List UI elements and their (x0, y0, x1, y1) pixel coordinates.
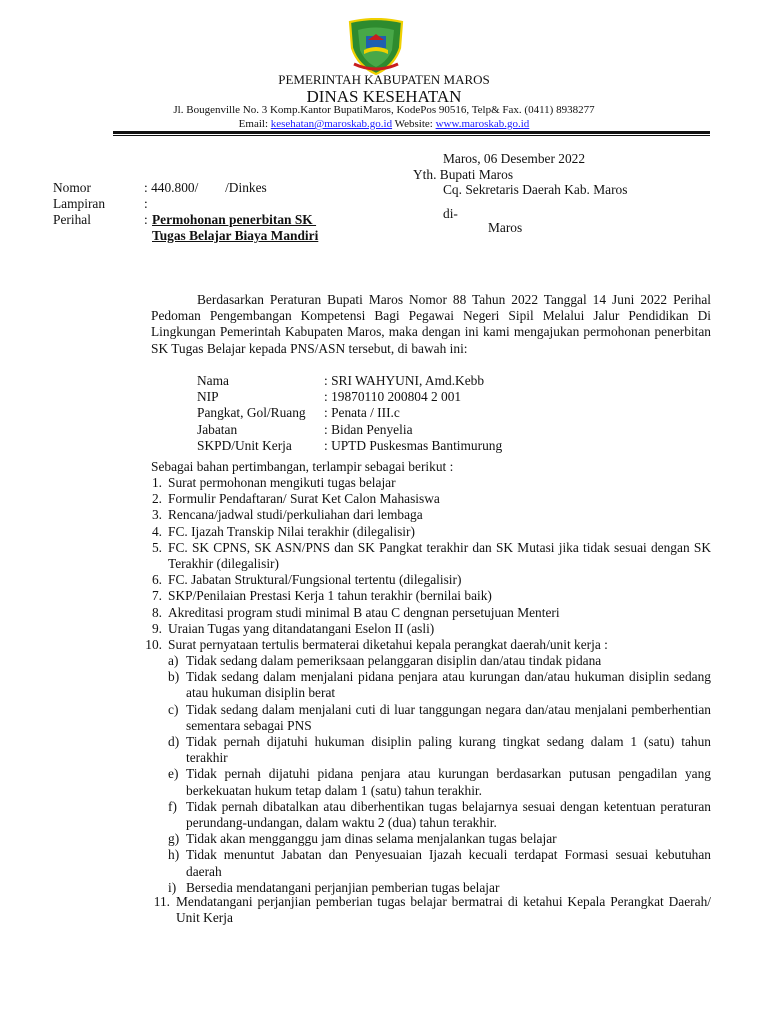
sub-list-item (168, 669, 711, 701)
recipient-city: Maros (488, 220, 523, 235)
item-number: 9. (151, 620, 162, 636)
sub-item-letter: a) (168, 653, 179, 668)
item-number: 4. (151, 523, 162, 539)
item-text: Rencana/jadwal studi/perkuliahan dari lembaga (168, 507, 423, 523)
place-date: Maros, 06 Desember 2022 (443, 151, 586, 166)
list-item (151, 475, 711, 491)
lampiran-value: : (144, 196, 148, 211)
employee-value: : UPTD Puskesmas Bantimurung (324, 437, 503, 453)
employee-row (197, 405, 717, 421)
letterhead-divider-thick (113, 131, 710, 134)
sub-list-item (168, 734, 711, 766)
employee-row (197, 373, 717, 389)
employee-label: SKPD/Unit Kerja (197, 437, 292, 453)
employee-value: : Penata / III.c (324, 405, 400, 421)
nomor-label: Nomor (53, 180, 91, 195)
item-text: Formulir Pendaftaran/ Surat Ket Calon Mahasiswa (168, 491, 440, 507)
sub-item-text: Tidak sedang dalam menjalani pidana penjara atau kurungan dan/atau hukuman disiplin sedang atau hukuman disiplin berat (186, 669, 711, 701)
employee-label: Nama (197, 373, 229, 388)
employee-value: : Bidan Penyelia (324, 421, 413, 437)
item-text: Uraian Tugas yang ditandatangani Eselon II (asli) (168, 620, 435, 636)
recipient-line-2: Cq. Sekretaris Daerah Kab. Maros (443, 182, 628, 197)
employee-row (197, 389, 717, 405)
item-text: Surat pernyataan tertulis bermaterai diketahui kepala perangkat daerah/unit kerja : (168, 637, 608, 653)
item-number: 6. (151, 572, 162, 588)
item-number: 11. (153, 894, 170, 909)
email-label: Email: (238, 118, 268, 130)
email-link[interactable]: kesehatan@maroskab.go.id (270, 118, 393, 130)
sub-item-text: Tidak sedang dalam menjalani cuti di luar tanggungan negara dan/atau menjalani pemberhentian sementara sebagai PNS (186, 701, 711, 733)
item-text: FC. SK CPNS, SK ASN/PNS dan SK Pangkat terakhir dan SK Mutasi jika tidak sesuai dengan SK Terakhir (dilegalisir) (168, 539, 711, 572)
sub-item-letter: b) (168, 669, 180, 685)
statement-sub-list (168, 653, 711, 896)
sub-list-item (168, 847, 711, 879)
sub-item-letter: i) (168, 879, 177, 895)
sub-item-letter: c) (168, 701, 179, 717)
employee-row (197, 438, 717, 454)
recipient-di: di- (443, 206, 458, 221)
item-number: 2. (151, 491, 162, 507)
employee-label: NIP (197, 389, 219, 405)
sub-item-text: Tidak sedang dalam pemeriksaan pelanggaran disiplin dan/atau tindak pidana (186, 653, 602, 668)
list-item (151, 588, 711, 604)
sub-list-item (168, 766, 711, 798)
item-number: 10. (145, 637, 162, 653)
item-number: 7. (151, 588, 162, 604)
government-name: PEMERINTAH KABUPATEN MAROS (278, 72, 490, 87)
nomor-value: : 440.800/ /Dinkes (144, 180, 267, 195)
sub-item-text: Tidak menuntut Jabatan dan Penyesuaian Ijazah kecuali terdapat Formasi sesuai kebutuhan daerah (186, 847, 711, 879)
list-item (151, 572, 711, 588)
sub-item-letter: d) (168, 734, 180, 750)
sub-item-letter: f) (168, 798, 177, 814)
item-text: FC. Jabatan Struktural/Fungsional tertentu (dilegalisir) (168, 572, 462, 588)
list-item (151, 539, 711, 572)
sub-item-text: Tidak pernah dibatalkan atau diberhentikan tugas belajarnya sesuai dengan ketentuan peraturan perundang-undangan, dalam waktu 2 (dua) tahun terakhir. (186, 798, 711, 831)
agency-address: Jl. Bougenville No. 3 Komp.Kantor BupatiMaros, KodePos 90516, Telp& Fax. (0411) 8938277 (173, 104, 595, 116)
list-item (151, 523, 711, 540)
list-item (151, 620, 711, 637)
employee-value: : SRI WAHYUNI, Amd.Kebb (324, 373, 485, 388)
item-text: SKP/Penilaian Prestasi Kerja 1 tahun terakhir (bernilai baik) (168, 588, 492, 604)
sub-item-letter: g) (168, 831, 180, 847)
item-number: 8. (151, 604, 162, 620)
item-text: Akreditasi program studi minimal B atau C dengnan persetujuan Menteri (168, 604, 560, 620)
item-text: Mendatangani perjanjian pemberian tugas belajar bermatrai di ketahui Kepala Perangkat Daerah/ Unit Kerja (176, 894, 711, 926)
item-number: 1. (151, 475, 162, 490)
perihal-colon: : (144, 212, 148, 227)
employee-value: : 19870110 200804 2 001 (324, 389, 462, 405)
sub-item-text: Tidak pernah dijatuhi pidana penjara atau kurungan berdasarkan putusan pengadilan yang berkekuatan hukum tetap dalam 1 (satu) tahun terakhir. (186, 766, 711, 798)
intro-paragraph: Berdasarkan Peraturan Bupati Maros Nomor 88 Tahun 2022 Tanggal 14 Juni 2022 Perihal Pedoman Pengembangan Kompetensi Bagi Pegawai Negeri Sipil Melalui Jalur Pendidikan Di Lingkungan Pemerintah Kabupaten Maros, maka dengan ini kami mengajukan permohonan penerbitan SK Tugas Belajar kepada PNS/ASN tersebut, di bawah ini: (151, 292, 711, 356)
item-text: Surat permohonan mengikuti tugas belajar (168, 475, 396, 490)
sub-item-text: Tidak pernah dijatuhi hukuman disiplin paling kurang tingkat sedang dalam 1 (satu) tahun terakhir (186, 734, 711, 766)
item-number: 3. (151, 507, 162, 523)
attachment-item-11 (153, 894, 711, 926)
attachments-intro: Sebagai bahan pertimbangan, terlampir sebagai berikut : (151, 459, 454, 474)
contact-line (0, 118, 768, 131)
employee-label: Jabatan (197, 421, 238, 437)
list-item (151, 507, 711, 523)
attachment-list (145, 475, 711, 653)
list-item (151, 604, 711, 621)
agency-name: DINAS KESEHATAN (306, 87, 462, 106)
perihal-line-1: Permohonan penerbitan SK (152, 212, 317, 227)
lampiran-label: Lampiran (53, 196, 106, 211)
sub-item-text: Tidak akan mengganggu jam dinas selama menjalankan tugas belajar (186, 831, 557, 847)
perihal-line-2: Tugas Belajar Biaya Mandiri (152, 228, 319, 243)
item-number: 5. (151, 539, 162, 555)
list-item (145, 637, 711, 653)
employee-label: Pangkat, Gol/Ruang (197, 405, 306, 421)
perihal-label: Perihal (53, 212, 91, 227)
website-link[interactable]: www.maroskab.go.id (435, 118, 530, 130)
sub-list-item (168, 831, 711, 847)
sub-list-item (168, 701, 711, 734)
sub-list-item (168, 653, 711, 669)
sub-item-letter: e) (168, 766, 179, 782)
sub-item-letter: h) (168, 847, 180, 863)
letterhead-divider-thin (113, 135, 710, 136)
list-item (151, 491, 711, 507)
maros-coat-of-arms-icon (344, 18, 408, 76)
sub-item-text: Bersedia mendatangani perjanjian pemberian tugas belajar (186, 879, 500, 895)
website-label: Website: (394, 118, 433, 130)
employee-row (197, 422, 717, 438)
recipient-line-1: Yth. Bupati Maros (413, 167, 514, 182)
item-text: FC. Ijazah Transkip Nilai terakhir (dilegalisir) (168, 523, 415, 539)
sub-list-item (168, 798, 711, 831)
employee-details (197, 373, 717, 454)
